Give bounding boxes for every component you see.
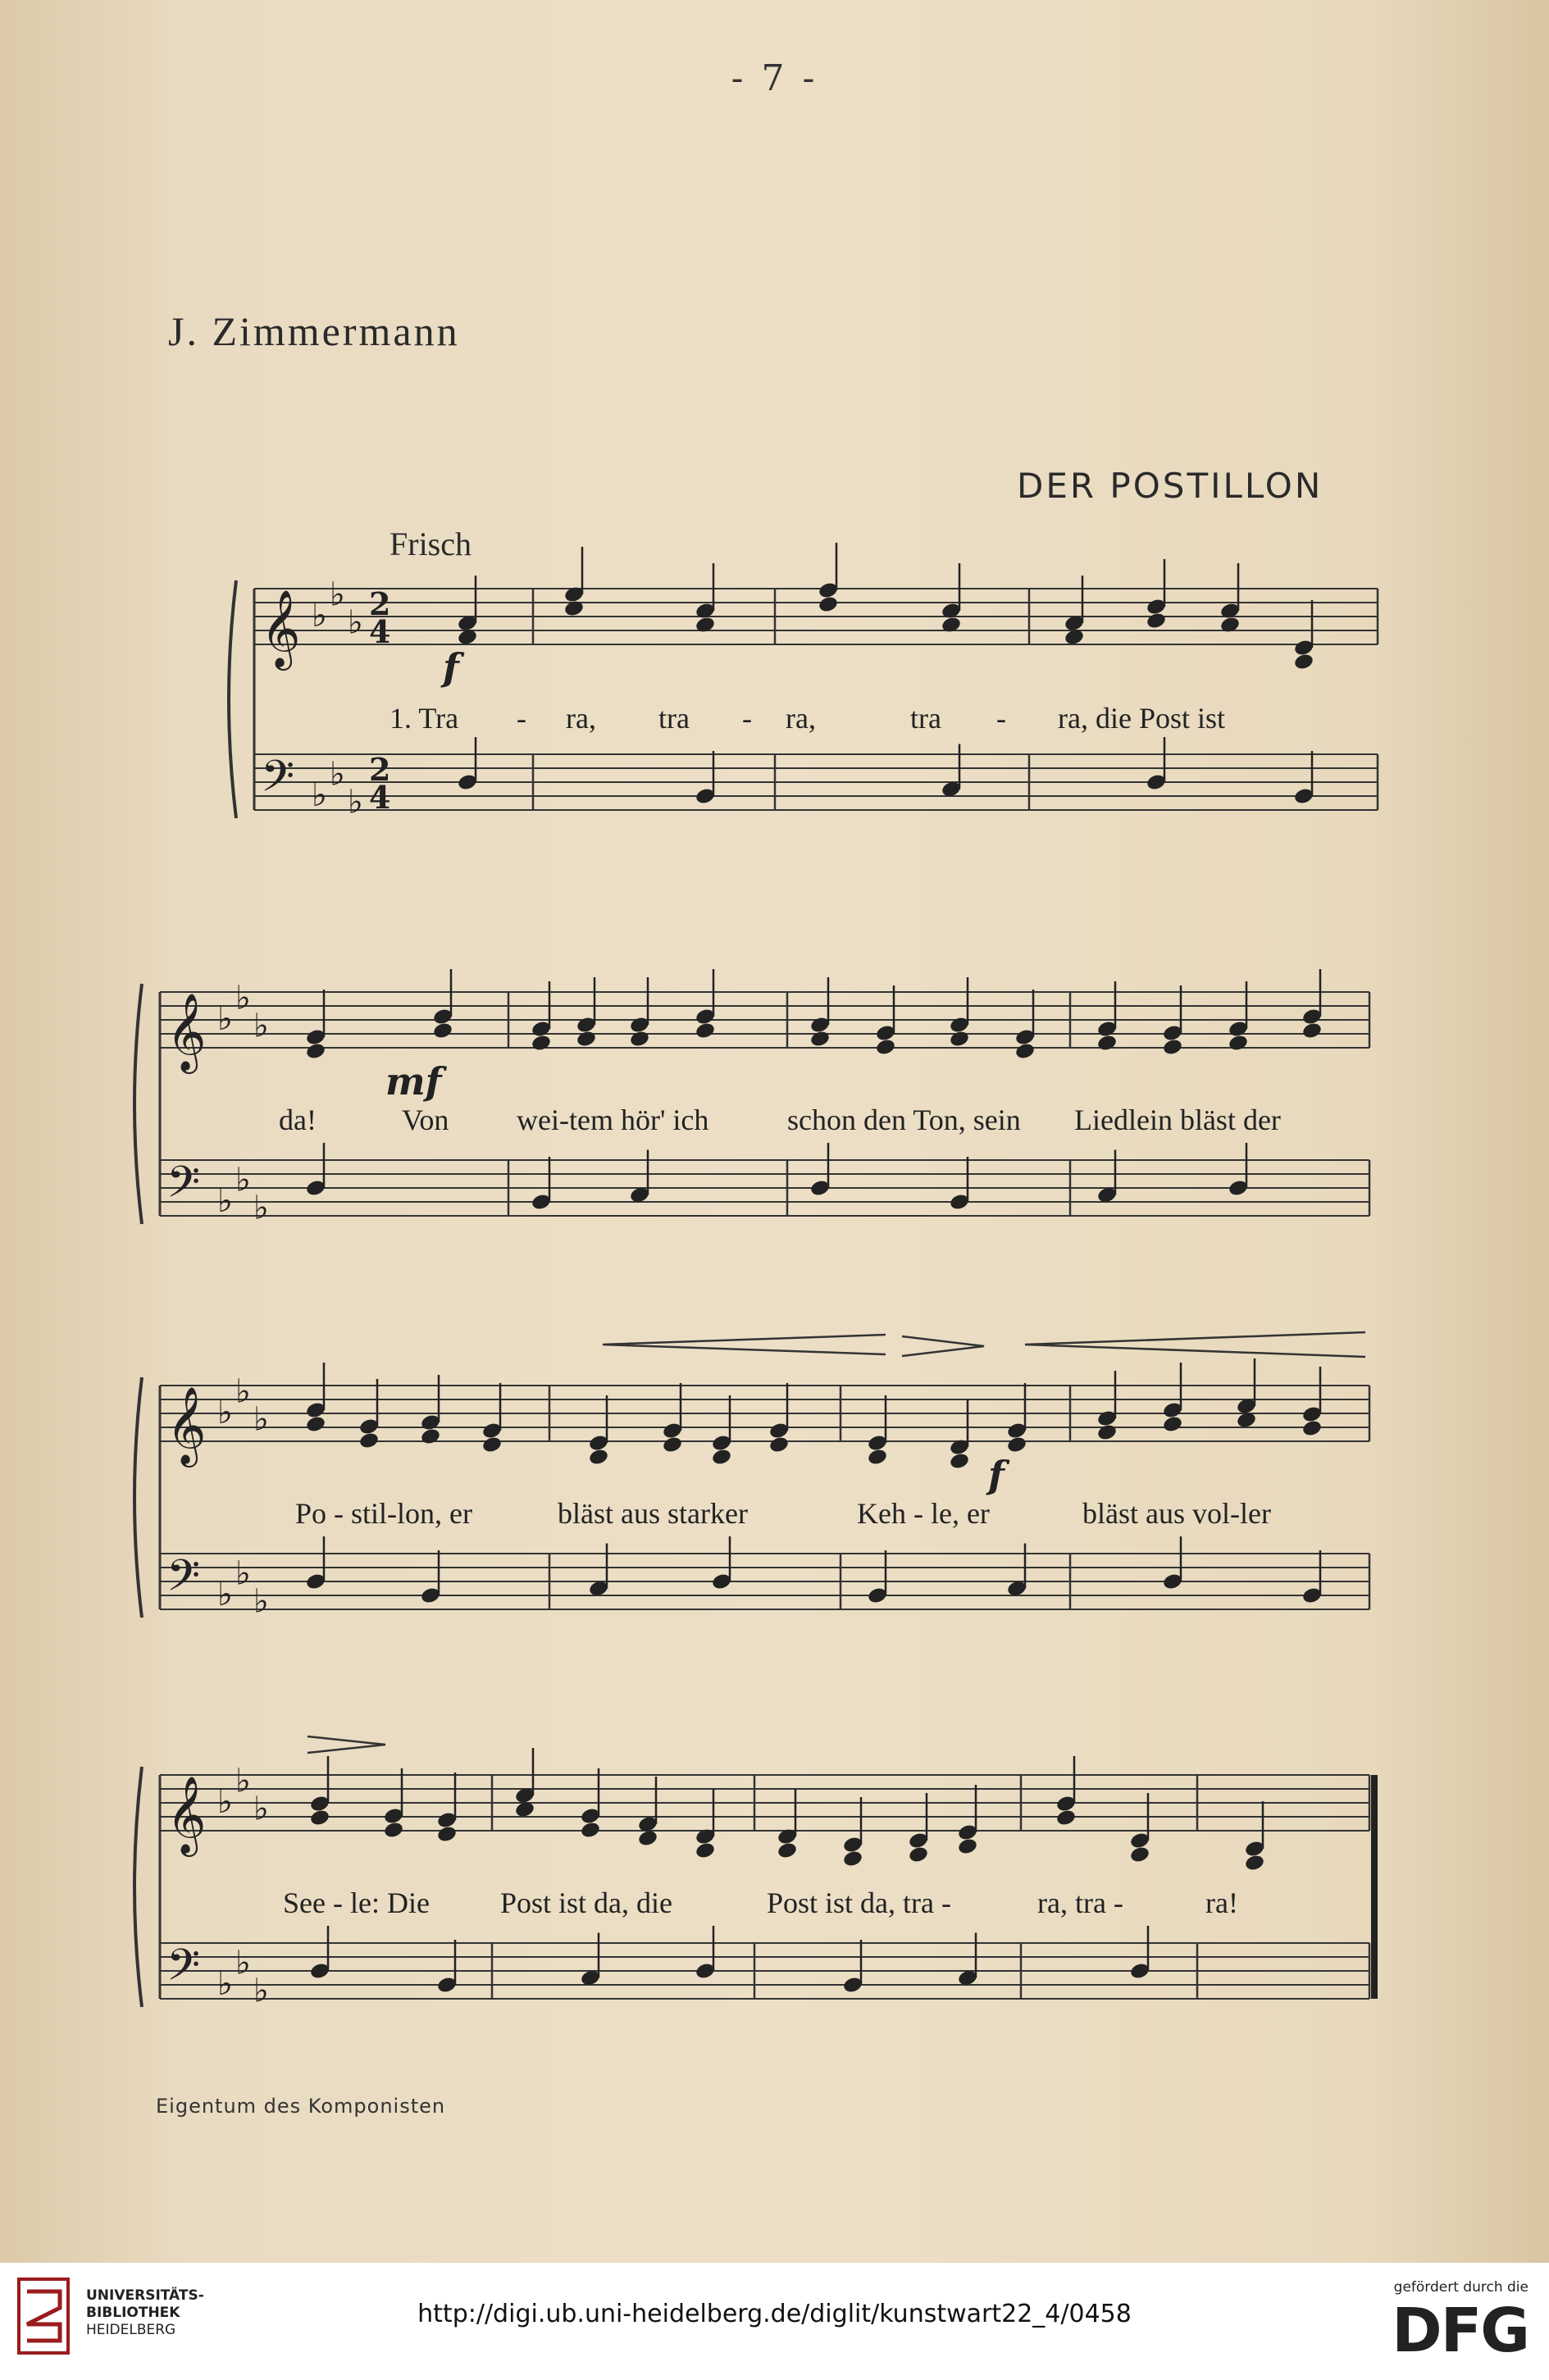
lyric-syllable: See - le: Die bbox=[283, 1886, 430, 1919]
flat-sign-icon: ♭ bbox=[235, 1554, 251, 1593]
flat-sign-icon: ♭ bbox=[235, 1372, 251, 1411]
notehead bbox=[576, 1030, 597, 1049]
notehead bbox=[1014, 1042, 1036, 1061]
notehead bbox=[531, 1034, 552, 1053]
flat-sign-icon: ♭ bbox=[348, 783, 363, 821]
flat-sign-icon: ♭ bbox=[330, 755, 345, 794]
flat-sign-icon: ♭ bbox=[253, 1972, 269, 2010]
notehead bbox=[768, 1436, 790, 1454]
dynamic-marking: mf bbox=[385, 1059, 442, 1104]
lyric-syllable: ra, tra - bbox=[1037, 1886, 1123, 1919]
flat-sign-icon: ♭ bbox=[217, 1783, 233, 1821]
time-signature-numerator: 2 bbox=[369, 585, 391, 622]
notehead bbox=[662, 1436, 683, 1454]
bass-clef-icon: 𝄢 bbox=[166, 1551, 201, 1612]
notehead bbox=[1293, 653, 1314, 671]
notehead bbox=[1129, 1845, 1150, 1864]
flat-sign-icon: ♭ bbox=[217, 1394, 233, 1431]
lyric-syllable: da! bbox=[279, 1104, 317, 1136]
lyric-syllable: Po - stil-lon, er bbox=[295, 1497, 472, 1530]
library-name: UNIVERSITÄTS- BIBLIOTHEK HEIDELBERG bbox=[86, 2287, 204, 2338]
accent-hairpin bbox=[308, 1736, 385, 1753]
composer-name: J. Zimmermann bbox=[168, 308, 460, 354]
lyric-syllable: Post ist da, tra - bbox=[767, 1886, 951, 1919]
flat-sign-icon: ♭ bbox=[235, 1161, 251, 1199]
song-title: DER POSTILLON bbox=[1017, 466, 1323, 506]
lyric-syllable: ra, bbox=[786, 702, 816, 735]
system-brace bbox=[134, 1377, 142, 1618]
flat-sign-icon: ♭ bbox=[253, 1582, 269, 1621]
system-brace bbox=[134, 984, 142, 1224]
flat-sign-icon: ♭ bbox=[217, 1182, 233, 1220]
decrescendo-hairpin bbox=[902, 1336, 984, 1356]
dynamic-marking: f bbox=[443, 645, 459, 689]
flat-sign-icon: ♭ bbox=[253, 1790, 269, 1828]
lyric-syllable: bläst aus vol-ler bbox=[1082, 1497, 1271, 1530]
notehead bbox=[957, 1837, 978, 1856]
lyric-syllable: - bbox=[742, 702, 752, 735]
lyric-syllable: 1. Tra bbox=[390, 702, 459, 735]
notehead bbox=[949, 1030, 970, 1049]
notehead bbox=[1146, 612, 1167, 630]
notehead bbox=[818, 595, 839, 614]
time-signature-numerator: 2 bbox=[369, 751, 391, 788]
notehead bbox=[1096, 1423, 1118, 1442]
notehead bbox=[436, 1825, 458, 1844]
notehead bbox=[305, 1415, 326, 1434]
funded-by-text: gefördert durch die bbox=[1393, 2279, 1528, 2296]
tempo-marking: Frisch bbox=[390, 526, 472, 562]
notehead bbox=[481, 1436, 503, 1454]
source-url-link[interactable]: http://digi.ub.uni-heidelberg.de/diglit/kunstwart22_4/0458 bbox=[417, 2300, 1132, 2328]
lyric-syllable: wei-tem hör' ich bbox=[517, 1104, 709, 1136]
dynamic-marking: f bbox=[988, 1453, 1005, 1497]
treble-clef-icon: 𝄞 bbox=[166, 1386, 207, 1464]
time-signature-denominator: 4 bbox=[369, 613, 391, 650]
lyric-syllable: schon den Ton, sein bbox=[787, 1104, 1021, 1136]
flat-sign-icon: ♭ bbox=[312, 597, 327, 635]
notehead bbox=[809, 1030, 831, 1049]
flat-sign-icon: ♭ bbox=[217, 1965, 233, 2003]
lyric-syllable: - bbox=[517, 702, 526, 735]
system-brace bbox=[134, 1767, 142, 2007]
notehead bbox=[1006, 1436, 1027, 1454]
notehead bbox=[1162, 1038, 1183, 1057]
lyric-syllable: Von bbox=[402, 1104, 449, 1136]
notehead bbox=[695, 1022, 716, 1040]
notehead bbox=[1244, 1854, 1265, 1873]
notehead bbox=[867, 1448, 888, 1467]
lyric-syllable: ra! bbox=[1205, 1886, 1238, 1919]
notehead bbox=[383, 1821, 404, 1840]
time-signature-denominator: 4 bbox=[369, 779, 391, 816]
notehead bbox=[432, 1022, 453, 1040]
treble-clef-icon: 𝄞 bbox=[166, 1776, 207, 1854]
notehead bbox=[1301, 1419, 1323, 1438]
flat-sign-icon: ♭ bbox=[312, 776, 327, 814]
system-brace bbox=[229, 580, 236, 818]
crescendo-hairpin bbox=[1025, 1332, 1365, 1357]
treble-clef-icon: 𝄞 bbox=[261, 589, 301, 667]
flat-sign-icon: ♭ bbox=[348, 603, 363, 642]
notehead bbox=[358, 1431, 380, 1450]
crescendo-hairpin bbox=[603, 1335, 886, 1354]
flat-sign-icon: ♭ bbox=[217, 1000, 233, 1038]
notehead bbox=[1096, 1034, 1118, 1053]
flat-sign-icon: ♭ bbox=[235, 979, 251, 1017]
lyric-syllable: Liedlein bläst der bbox=[1074, 1104, 1281, 1136]
notehead bbox=[305, 1042, 326, 1061]
bass-clef-icon: 𝄢 bbox=[166, 1941, 201, 2001]
lyric-syllable: ra, bbox=[566, 702, 596, 735]
ownership-note: Eigentum des Komponisten bbox=[156, 2095, 446, 2118]
notehead bbox=[1162, 1415, 1183, 1434]
notehead bbox=[1055, 1809, 1077, 1827]
notehead bbox=[580, 1821, 601, 1840]
notehead bbox=[711, 1448, 732, 1467]
notehead bbox=[777, 1841, 798, 1860]
flat-sign-icon: ♭ bbox=[253, 1400, 269, 1439]
lyric-syllable: ra, die Post ist bbox=[1058, 702, 1225, 735]
notehead bbox=[875, 1038, 896, 1057]
lyric-syllable: Keh - le, er bbox=[857, 1497, 990, 1530]
flat-sign-icon: ♭ bbox=[235, 1944, 251, 1982]
bass-clef-icon: 𝄢 bbox=[261, 752, 295, 812]
notehead bbox=[637, 1829, 658, 1848]
flat-sign-icon: ♭ bbox=[235, 1762, 251, 1800]
notehead bbox=[588, 1448, 609, 1467]
notehead bbox=[309, 1809, 330, 1827]
page-number: - 7 - bbox=[731, 57, 818, 99]
lyric-syllable: Post ist da, die bbox=[500, 1886, 673, 1919]
flat-sign-icon: ♭ bbox=[330, 576, 345, 614]
notehead bbox=[420, 1427, 441, 1446]
flat-sign-icon: ♭ bbox=[253, 1007, 269, 1045]
bass-clef-icon: 𝄢 bbox=[166, 1158, 201, 1218]
flat-sign-icon: ♭ bbox=[253, 1189, 269, 1227]
notehead bbox=[908, 1845, 929, 1864]
notehead bbox=[1301, 1022, 1323, 1040]
notehead bbox=[949, 1452, 970, 1471]
dfg-logo-icon: DFG bbox=[1392, 2296, 1528, 2366]
lyric-syllable: - bbox=[996, 702, 1006, 735]
lyric-syllable: tra bbox=[658, 702, 690, 735]
notehead bbox=[842, 1850, 863, 1868]
flat-sign-icon: ♭ bbox=[217, 1576, 233, 1613]
notehead bbox=[1228, 1034, 1249, 1053]
treble-clef-icon: 𝄞 bbox=[166, 993, 207, 1071]
notehead bbox=[695, 1841, 716, 1860]
lyric-syllable: bläst aus starker bbox=[558, 1497, 748, 1530]
lyric-syllable: tra bbox=[910, 702, 941, 735]
notehead bbox=[629, 1030, 650, 1049]
